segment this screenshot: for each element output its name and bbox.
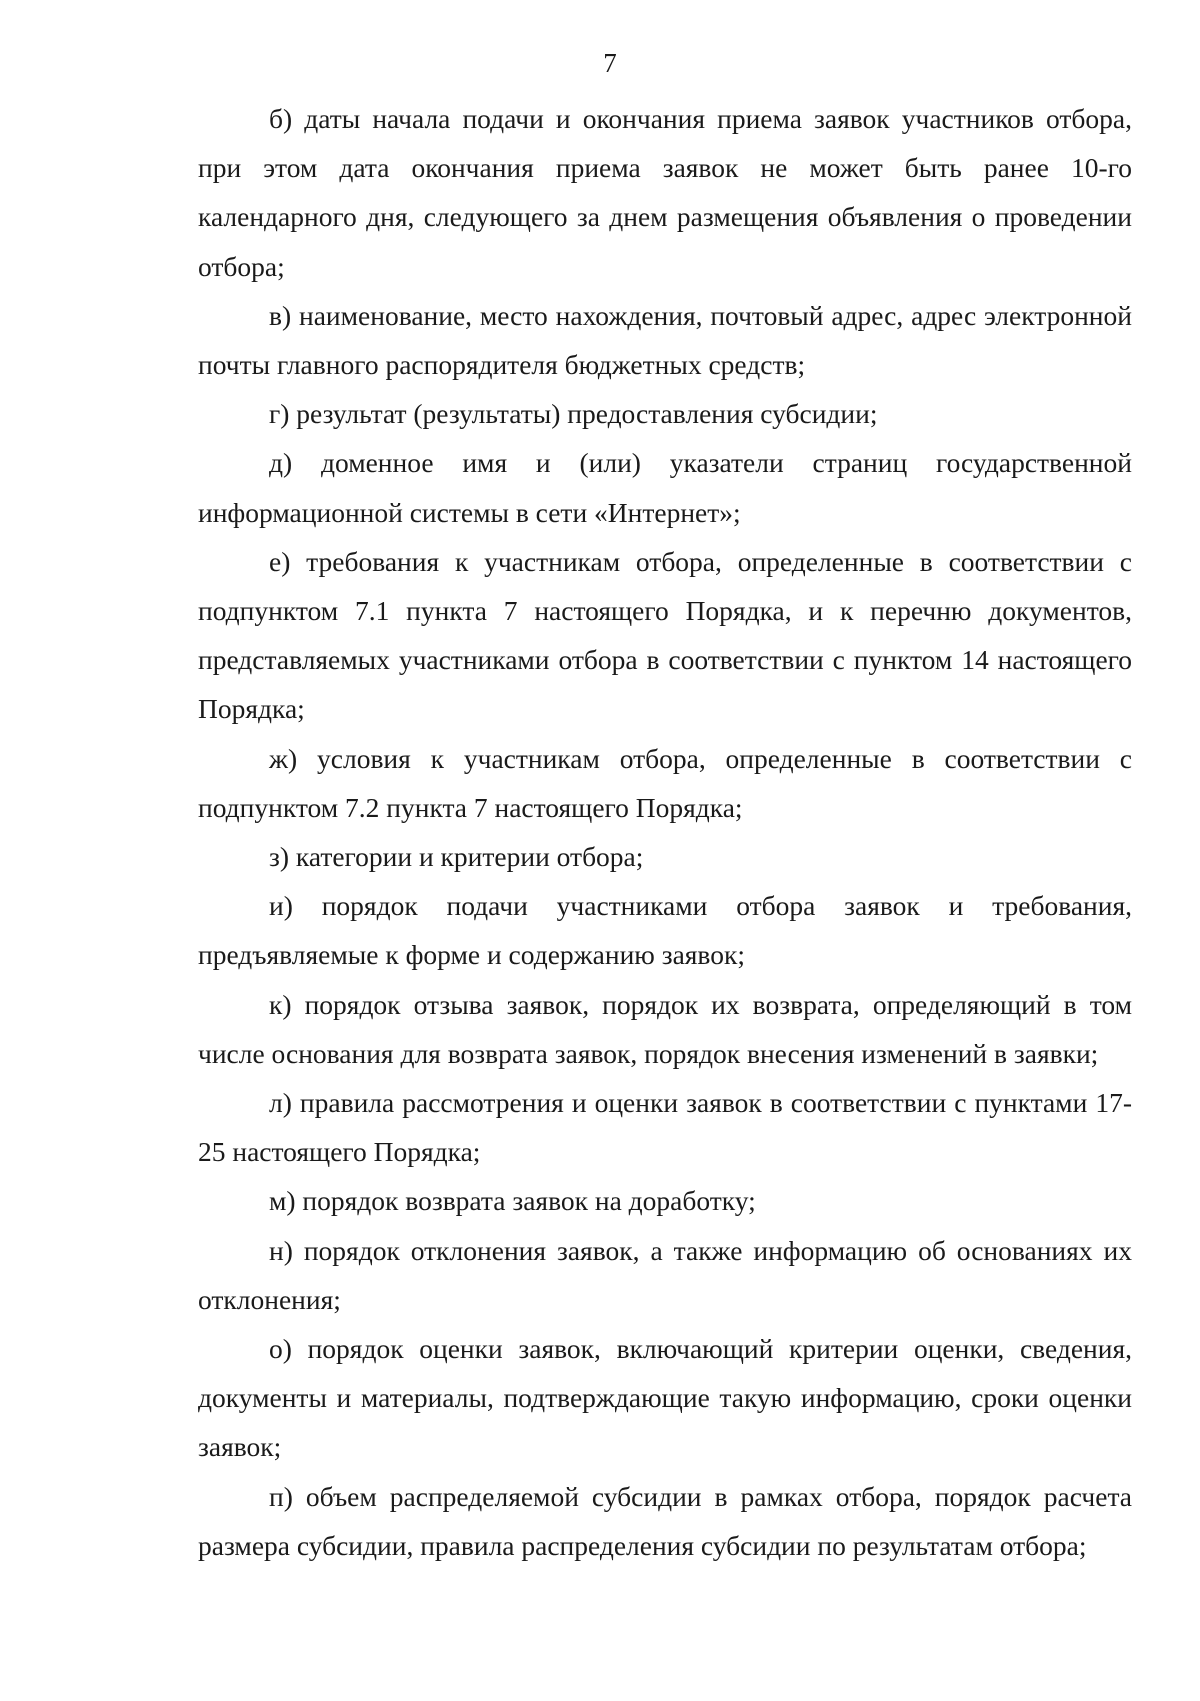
page-number: 7 — [603, 48, 617, 78]
paragraph-d: д) доменное имя и (или) указатели страниц государственной информационной системы в сети «Интернет»; — [198, 447, 1132, 528]
paragraph-g: г) результат (результаты) предоставления субсидии; — [269, 398, 878, 430]
paragraph-i: и) порядок подачи участниками отбора заявок и требования, предъявляемые к форме и содержанию заявок; — [198, 890, 1132, 971]
paragraph-k: к) порядок отзыва заявок, порядок их возврата, определяющий в том числе основания для возврата заявок, порядок внесения изменений в заявки; — [198, 988, 1132, 1069]
document-body — [198, 94, 1132, 1570]
paragraph-p: п) объем распределяемой субсидии в рамках отбора, порядок расчета размера субсидии, правила распределения субсидии по результатам отбора; — [198, 1480, 1132, 1561]
paragraph-l: л) правила рассмотрения и оценки заявок в соответствии с пунктами 17-25 настоящего Порядка; — [198, 1087, 1132, 1168]
paragraph-zh: ж) условия к участникам отбора, определенные в соответствии с подпунктом 7.2 пункта 7 настоящего Порядка; — [198, 742, 1132, 823]
paragraph-v: в) наименование, место нахождения, почтовый адрес, адрес электронной почты главного распорядителя бюджетных средств; — [198, 299, 1132, 381]
paragraph-b: б) даты начала подачи и окончания приема заявок участников отбора, при этом дата окончания приема заявок не может быть ранее 10-го календарного дня, следующего за днем размещения объявления о проведении отбора; — [198, 103, 1132, 282]
paragraph-n: н) порядок отклонения заявок, а также информацию об основаниях их отклонения; — [198, 1234, 1132, 1315]
paragraph-o: о) порядок оценки заявок, включающий критерии оценки, сведения, документы и материалы, подтверждающие такую информацию, сроки оценки заявок; — [198, 1333, 1132, 1463]
paragraph-m: м) порядок возврата заявок на доработку; — [269, 1185, 756, 1217]
paragraph-z: з) категории и критерии отбора; — [269, 841, 644, 873]
paragraph-e: е) требования к участникам отбора, определенные в соответствии с подпунктом 7.1 пункта 7 настоящего Порядка, и к перечню документов, представляемых участниками отбора в соответствии с пунктом 14 настоящего Порядка; — [198, 545, 1132, 725]
